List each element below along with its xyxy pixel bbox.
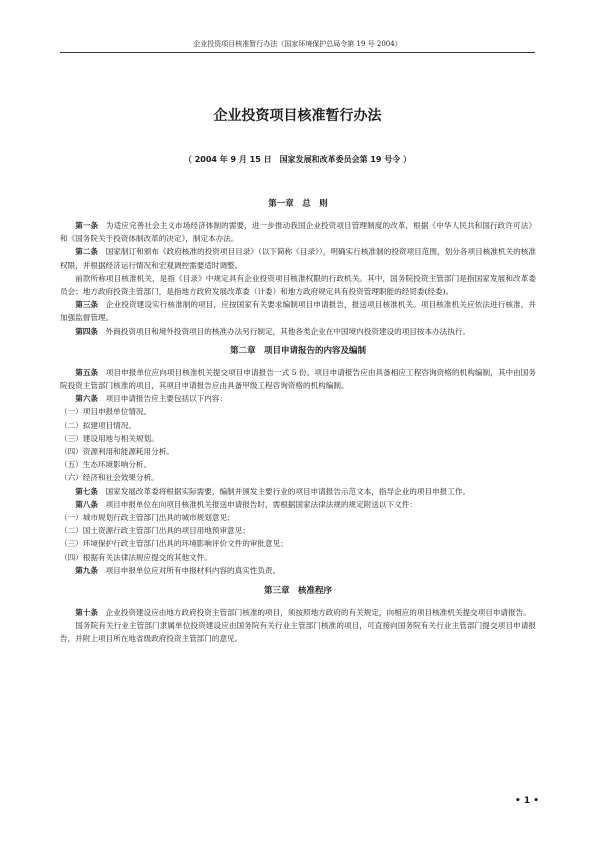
page-number: • 1 • [514,796,539,806]
document-body [60,198,536,646]
article-number: 第九条 [75,565,98,575]
article-text: 为适应完善社会主义市场经济体制的需要，进一步推动我国企业投资项目管理制度的改革，根据《中华人民共和国行政许可法》和《国务院关于投资体制改革的决定》，制定本办法。 [60,221,536,244]
chapter-heading: 第一章 总 则 [268,199,328,209]
chapter-3 [60,585,536,646]
article-number: 第七条 [75,486,98,496]
article-text: 项目申报单位在向项目核准机关报送申请报告时，需根据国家法律法规的规定附送以下文件： [97,499,417,509]
article-text: 项目申报单位应对所有申报材料内容的真实性负责。 [97,565,281,575]
running-header: 企业投资项目核准暂行办法（国家环境保护总局令第 19 号 2004） [60,40,535,53]
article-text: 项目申报单位应向项目核准机关提交项目申请报告一式 5 份。项目申请报告应由具备相应工程咨询资格的机构编制，其中由国务院投资主管部门核准的项目，其项目申请报告应由具备甲级工程咨询资格的机构编制。 [60,367,536,391]
article-3 [60,298,536,324]
article-text: 外商投资项目和境外投资项目的核准办法另行制定，其他各类企业在中国境内投资建设的项目按本办法执行。 [97,326,471,336]
article-7 [60,485,536,498]
article-number: 第一条 [75,221,99,230]
document-title: 企业投资项目核准暂行办法 [213,108,382,124]
article-10 [60,606,536,619]
article-2 [60,245,536,271]
list-item: （三）建设用地与相关规划。 [60,433,159,443]
article-number: 第八条 [75,499,98,509]
article-text: 企业投资建设应由地方政府投资主管部门核准的项目，须按照地方政府的有关规定，向相应的项目核准机关提交项目申请报告。 [97,608,531,618]
list-item: （一）城市规划行政主管部门出具的城市规划意见； [60,513,235,523]
article-8 [60,498,536,511]
list-item: （四）资源利用和能源耗用分析。 [60,447,174,457]
article-number: 第五条 [75,367,99,377]
chapter-heading: 第二章 项目申请报告的内容及编制 [229,345,366,356]
paragraph [60,619,536,645]
article-number: 第四条 [75,326,98,336]
article-4 [60,325,536,338]
article-1 [60,219,536,245]
article-number: 第二条 [75,247,99,257]
article-text: 国家发展改革委将根据实际需要，编制并颁发主要行业的项目申请报告示范文本，指导企业的项目申报工作。 [97,486,471,496]
paragraph [60,272,536,298]
chapter-1 [60,198,536,338]
chapter-2 [60,345,536,577]
article-text: 项目申请报告应主要包括以下内容： [97,394,228,404]
paragraph-text: 国务院有关行业主管部门隶属单位投资建设应由国务院有关行业主管部门核准的项目，可直接向国务院有关行业主管部门提交项目申请报告，并附上项目所在地省级政府投资主管部门的意见。 [60,621,536,644]
document-subtitle: （ 2004 年 9 月 15 日 国家发展和改革委员会第 19 号令 ） [183,155,412,164]
list-item: （二）拟建项目情况。 [60,420,136,430]
article-9 [60,564,536,577]
article-5 [60,366,536,392]
list-item: （三）环境保护行政主管部门出具的环境影响评价文件的审批意见； [60,539,288,549]
paragraph-text: 前款所称项目核准机关，是指《目录》中规定具有企业投资项目核准权限的行政机关。其中，国务院投资主管部门是指国家发展和改革委员会；地方政府投资主管部门，是指地方政府发展改革委（计委）和地方政府规定具有投资管理职能的经贸委(经委)。 [60,273,536,297]
list-item: （六）经济和社会效果分析。 [60,473,159,483]
chapter-heading: 第三章 核准程序 [263,586,332,597]
article-text: 企业投资建设实行核准制的项目，应按国家有关要求编制项目申请报告，报送项目核准机关。项目核准机关应依法进行核准，并加强监督管理。 [60,300,536,323]
list-item: （一）项目申报单位情况。 [60,407,152,417]
article-6 [60,392,536,405]
article-number: 第三条 [75,300,99,310]
article-number: 第十条 [75,608,98,618]
article-number: 第六条 [75,394,98,404]
list-item: （四）根据有关法律法规应提交的其他文件。 [60,552,212,562]
article-text: 国家制订和颁布《政府核准的投资项目目录》（以下简称《目录》），明确实行核准制的投资项目范围，划分各项目核准机关的核准权限，并根据经济运行情况和宏观调控需要适时调整。 [60,247,537,270]
list-item: （二）国土资源行政主管部门出具的项目用地预审意见； [60,526,250,536]
list-item: （五）生态环境影响分析。 [60,460,152,470]
